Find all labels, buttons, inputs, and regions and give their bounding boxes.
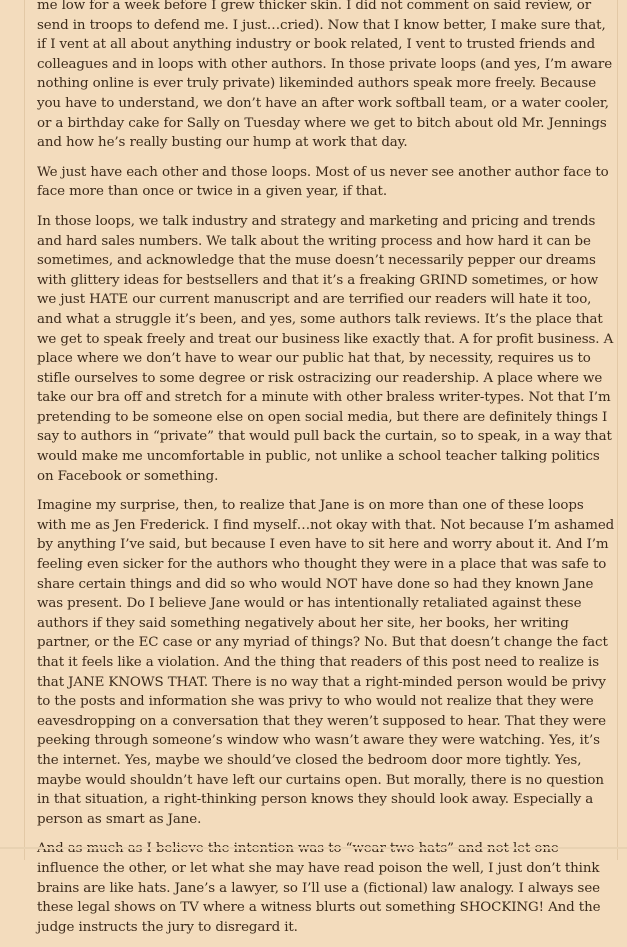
paragraph: me low for a week before I grew thicker skin. I did not comment on said review, or send in troops to defend me. I just…cried). Now that I know better, I make sure that, if I vent at all about anything industry or book related, I vent to trusted friends and colleagues and in loops with other authors. In those private loops (and yes, I’m aware nothing online is ever truly private) likeminded authors speak more freely. Because you have to understand, we don’t have an after work softball team, or a water cooler, or a birthday cake for Sally on Tuesday where we get to bitch about old Mr. Jennings and how he’s really busting our hump at work that day. [37, 0, 613, 151]
paragraph: In those loops, we talk industry and strategy and marketing and pricing and trends and hard sales numbers. We talk about the writing process and how hard it can be sometimes, and acknowledge that the muse doesn’t necessarily pepper our dreams with glittery ideas for bestsellers and that it’s a freaking GRIND sometimes, or how we just HATE our current manuscript and are terrified our readers will hate it too, and what a struggle it’s been, and yes, some authors talk reviews. It’s the place that we get to speak freely and treat our business like exactly that. A for profit business. A place where we don’t have to wear our public hat that, by necessity, requires us to stifle ourselves to some degree or risk ostracizing our readership. A place where we take our bra off and stretch for a minute with other braless writer-types. Not that I’m pretending to be someone else on open social media, but there are definitely things I say to authors in “private” that would pull back the curtain, so to speak, in a way that would make me uncomfortable in public, not unlike a school teacher talking politics on Facebook or something. [37, 213, 614, 484]
paragraph: Imagine my surprise, then, to realize that Jane is on more than one of these loops with me as Jen Frederick. I find myself…not okay with that. Not because I’m ashamed by anything I’ve said, but because I even have to sit here and worry about it. And I’m feeling even sicker for the authors who thought they were in a place that was safe to share certain things and did so who would NOT have done so had they known Jane was present. Do I believe Jane would or has intentionally retaliated against these authors if they said something negatively about her site, her books, her writing partner, or the EC case or any myriad of things? No. But that doesn’t change the fact that it feels like a violation. And the thing that readers of this post need to realize is that JANE KNOWS THAT. There is no way that a right-minded person would be privy to the posts and information she was privy to who would not realize that they were eavesdropping on a conversation that they weren’t supposed to hear. That they were peeking through someone’s window who wasn’t aware they were watching. Yes, it’s the internet. Yes, maybe we should’ve closed the bedroom door more tightly. Yes, maybe would shouldn’t have left our curtains open. But morally, there is no question in that situation, a right-thinking person knows they should look away. Especially a person as smart as Jane. [37, 498, 615, 827]
paragraph: We just have each other and those loops. Most of us never see another author face to face more than once or twice in a given year, if that. [37, 164, 609, 200]
article-body [37, 0, 615, 947]
page-column [24, 0, 618, 935]
paragraph: influence the other, or let what she may have read poison the well, I just don’t think brains are like hats. Jane’s a lawyer, so I’ll use a (fictional) law analogy. I always see these legal shows on TV where a witness blurts out something SHOCKING! And the judge instructs the jury to disregard it. [37, 860, 601, 935]
